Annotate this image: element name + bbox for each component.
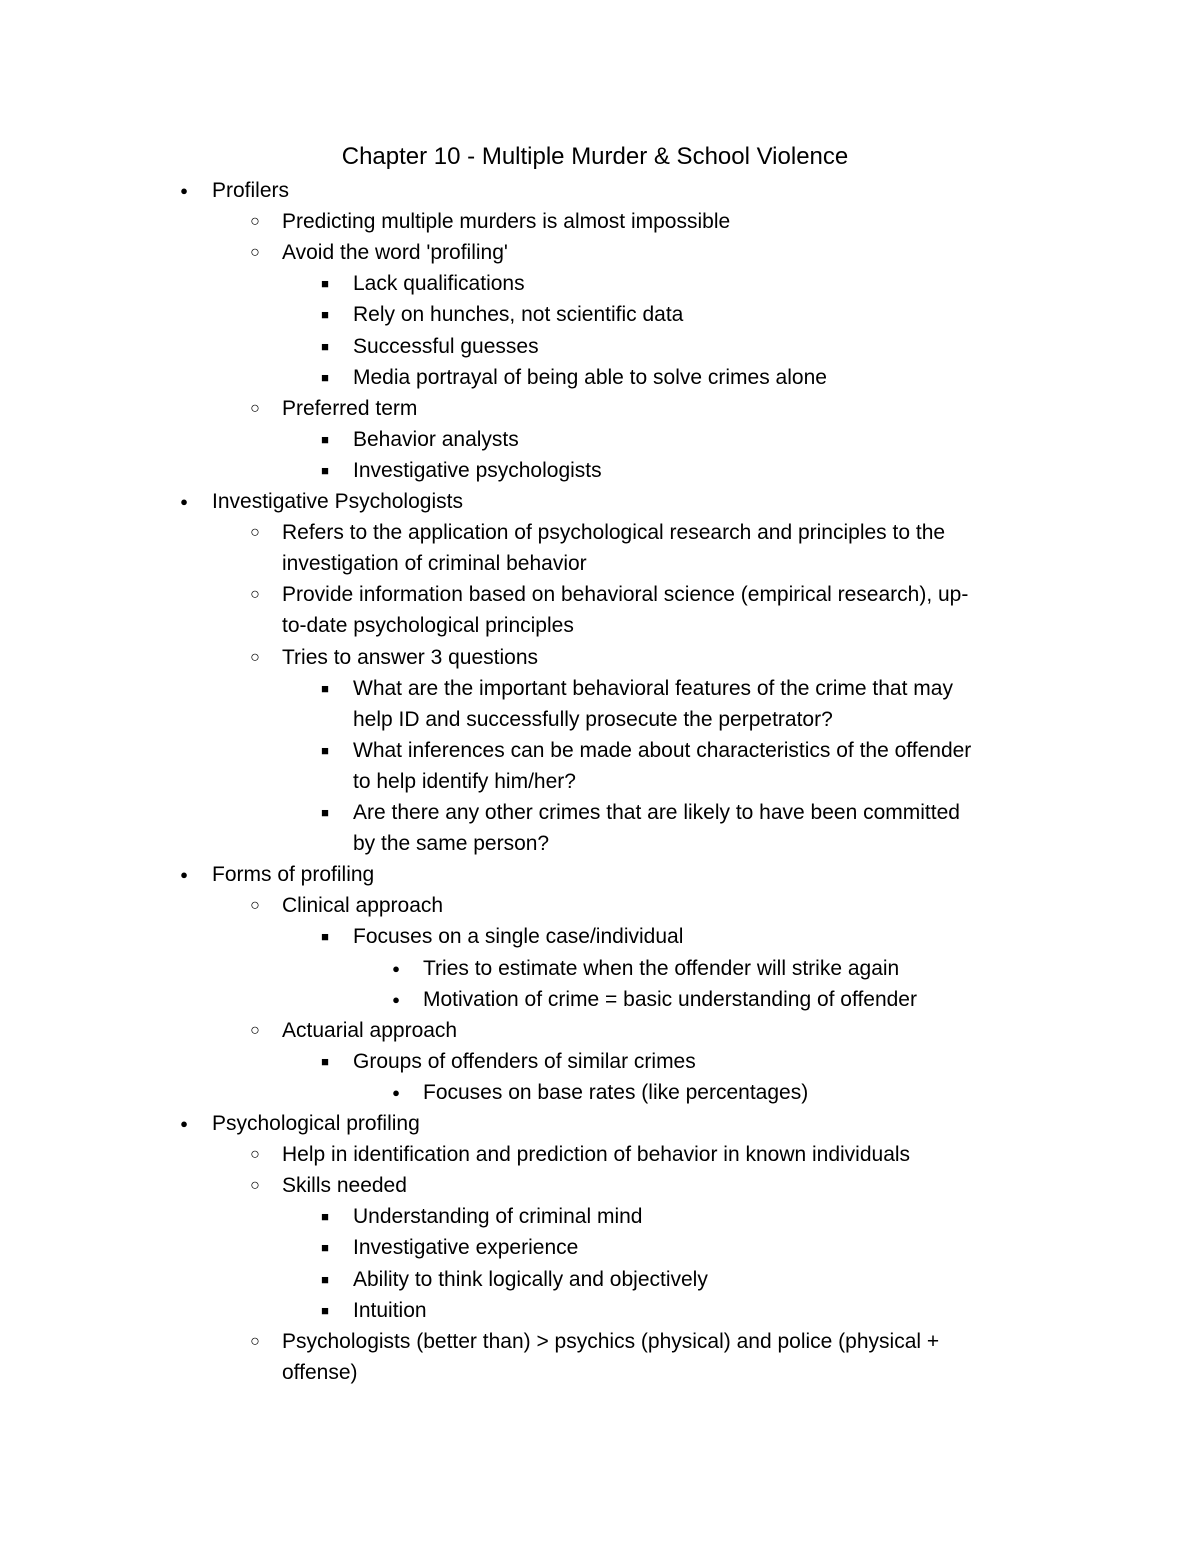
bullet-circle-icon: ○ (250, 1177, 260, 1194)
outline-text-level-2: Predicting multiple murders is almost impossible (282, 210, 731, 233)
outline-text-level-3: Groups of offenders of similar crimes (353, 1050, 696, 1073)
bullet-disc-icon: ● (392, 992, 400, 1007)
bullet-square-icon: ■ (321, 681, 329, 696)
bullet-circle-icon: ○ (250, 1333, 260, 1350)
outline-text-level-3: Are there any other crimes that are likely to have been committed (353, 801, 960, 824)
bullet-circle-icon: ○ (250, 1146, 260, 1163)
outline-text-level-2: Skills needed (282, 1174, 407, 1197)
bullet-square-icon: ■ (321, 276, 329, 291)
bullet-circle-icon: ○ (250, 1022, 260, 1039)
bullet-square-icon: ■ (321, 1054, 329, 1069)
bullet-square-icon: ■ (321, 463, 329, 478)
bullet-square-icon: ■ (321, 1272, 329, 1287)
outline-text-level-3: by the same person? (353, 832, 550, 855)
bullet-square-icon: ■ (321, 339, 329, 354)
bullet-square-icon: ■ (321, 370, 329, 385)
outline-text-level-2: Psychologists (better than) > psychics (physical) and police (physical + (282, 1330, 940, 1353)
outline-text-level-3: Understanding of criminal mind (353, 1205, 643, 1228)
bullet-disc-icon: ● (180, 183, 188, 198)
outline-text-level-1: Forms of profiling (212, 863, 375, 886)
bullet-circle-icon: ○ (250, 244, 260, 261)
bullet-disc-icon: ● (180, 1116, 188, 1131)
outline-text-level-2: investigation of criminal behavior (282, 552, 587, 575)
bullet-square-icon: ■ (321, 1209, 329, 1224)
outline-text-level-2: Actuarial approach (282, 1019, 458, 1042)
outline-text-level-4: Tries to estimate when the offender will strike again (423, 957, 900, 980)
outline-text-level-3: to help identify him/her? (353, 770, 576, 793)
outline-text-level-3: Lack qualifications (353, 272, 525, 295)
bullet-circle-icon: ○ (250, 524, 260, 541)
page-title: Chapter 10 - Multiple Murder & School Violence (341, 143, 849, 170)
outline-text-level-2: offense) (282, 1361, 358, 1384)
outline-text-level-2: to-date psychological principles (282, 614, 574, 637)
outline-text-level-2: Clinical approach (282, 894, 444, 917)
outline-text-level-1: Profilers (212, 179, 290, 202)
bullet-square-icon: ■ (321, 1303, 329, 1318)
outline-text-level-2: Avoid the word 'profiling' (282, 241, 508, 264)
bullet-square-icon: ■ (321, 1240, 329, 1255)
bullet-square-icon: ■ (321, 743, 329, 758)
bullet-circle-icon: ○ (250, 400, 260, 417)
bullet-disc-icon: ● (180, 494, 188, 509)
outline-text-level-2: Refers to the application of psychological research and principles to the (282, 521, 946, 544)
outline-text-level-3: Successful guesses (353, 335, 539, 358)
outline-text-level-2: Help in identification and prediction of behavior in known individuals (282, 1143, 911, 1166)
bullet-circle-icon: ○ (250, 897, 260, 914)
bullet-circle-icon: ○ (250, 586, 260, 603)
bullet-square-icon: ■ (321, 929, 329, 944)
outline-text-level-1: Psychological profiling (212, 1112, 420, 1135)
outline-text-level-2: Provide information based on behavioral science (empirical research), up- (282, 583, 969, 606)
outline-text-level-3: help ID and successfully prosecute the perpetrator? (353, 708, 833, 731)
outline-text-level-3: Media portrayal of being able to solve crimes alone (353, 366, 827, 389)
outline-text-level-4: Motivation of crime = basic understanding of offender (423, 988, 917, 1011)
outline-text-level-3: Investigative psychologists (353, 459, 602, 482)
outline-text-level-3: Investigative experience (353, 1236, 579, 1259)
bullet-disc-icon: ● (392, 961, 400, 976)
outline-text-level-3: What inferences can be made about characteristics of the offender (353, 739, 972, 762)
bullet-disc-icon: ● (180, 867, 188, 882)
outline-text-level-1: Investigative Psychologists (212, 490, 463, 513)
outline-text-level-3: Rely on hunches, not scientific data (353, 303, 684, 326)
outline-text-level-3: Focuses on a single case/individual (353, 925, 684, 948)
outline-text-level-3: Intuition (353, 1299, 427, 1322)
bullet-circle-icon: ○ (250, 649, 260, 666)
outline-text-level-4: Focuses on base rates (like percentages) (423, 1081, 809, 1104)
bullet-square-icon: ■ (321, 432, 329, 447)
outline-text-level-2: Preferred term (282, 397, 418, 420)
bullet-circle-icon: ○ (250, 213, 260, 230)
outline-text-level-3: What are the important behavioral features of the crime that may (353, 677, 953, 700)
outline-text-level-3: Behavior analysts (353, 428, 519, 451)
outline-text-level-2: Tries to answer 3 questions (282, 646, 539, 669)
bullet-square-icon: ■ (321, 307, 329, 322)
bullet-disc-icon: ● (392, 1085, 400, 1100)
outline-text-level-3: Ability to think logically and objectively (353, 1268, 708, 1291)
bullet-square-icon: ■ (321, 805, 329, 820)
